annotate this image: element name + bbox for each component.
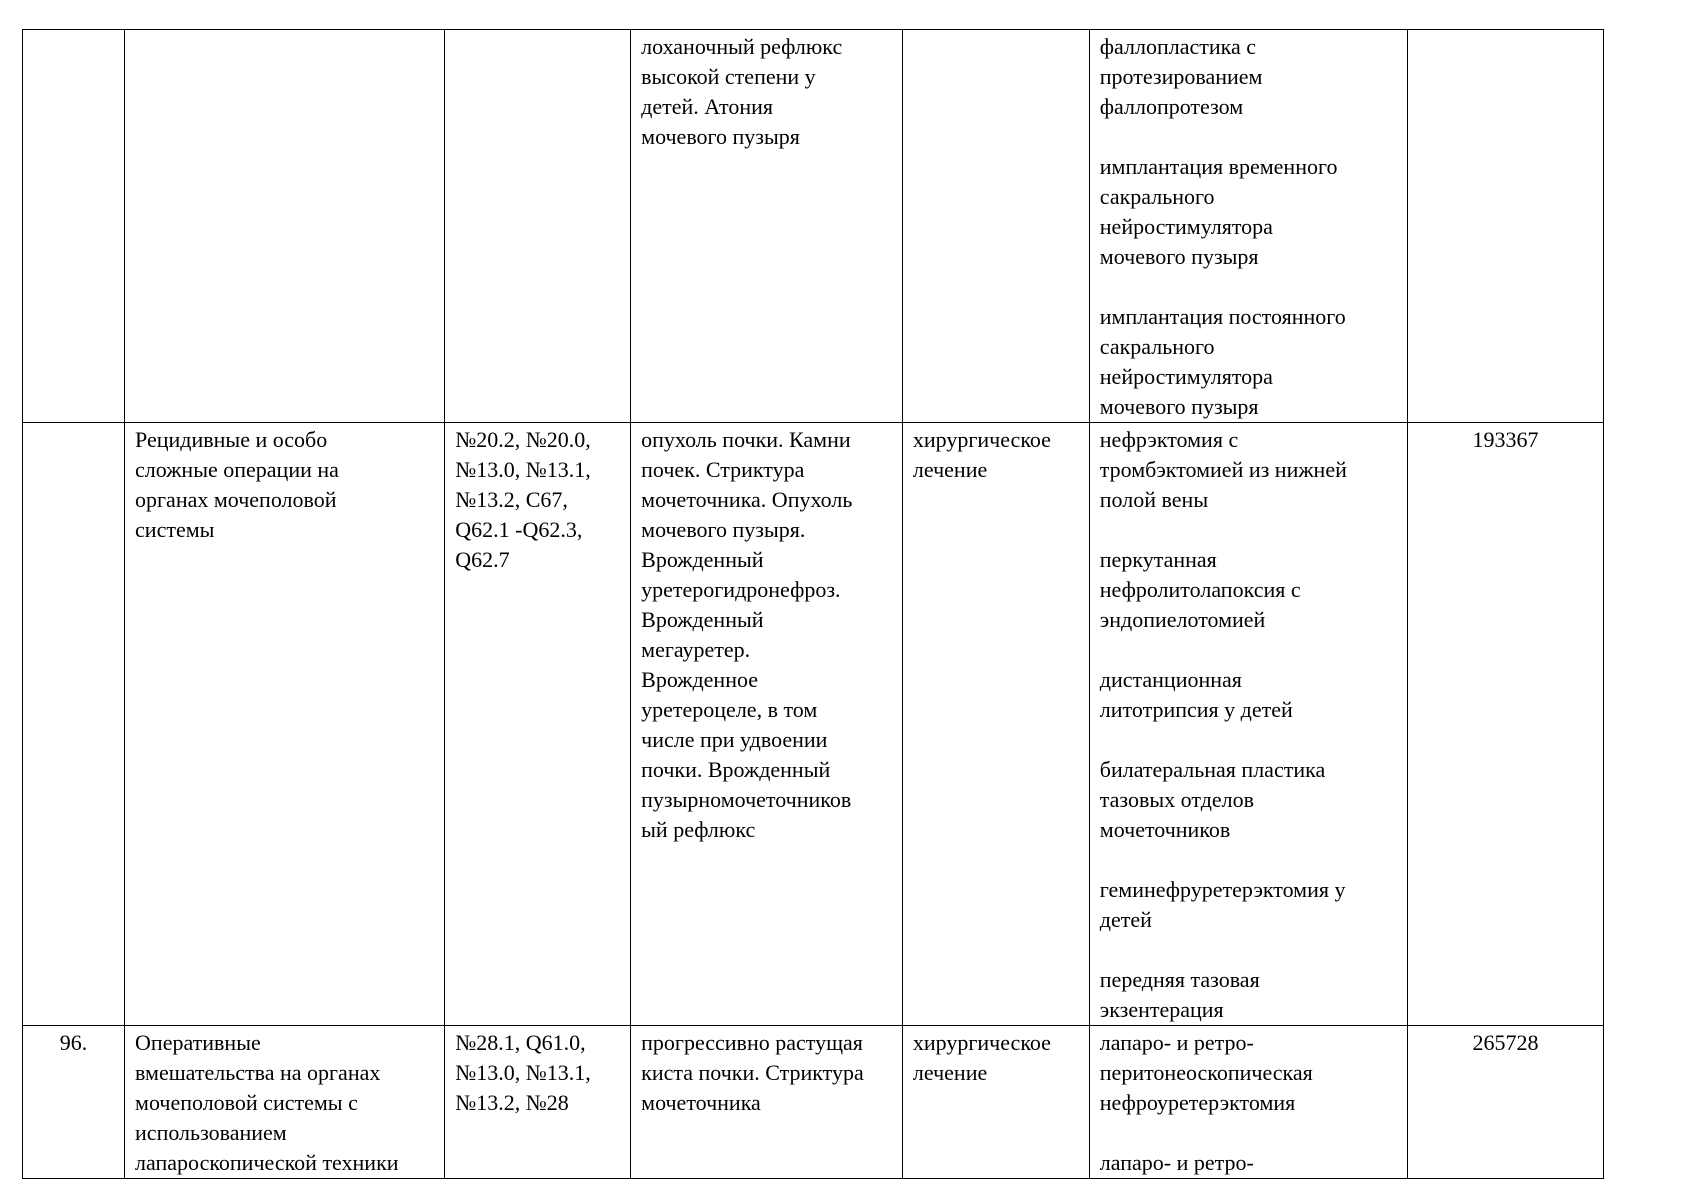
care-type-cell [125, 1026, 445, 1179]
treatment-method: нефрэктомия с тромбэктомией из нижней полой вены [1099, 427, 1347, 512]
treatment-method: лапаро- и ретро- [1099, 1150, 1254, 1175]
diagnosis-codes-text: №20.2, №20.0, №13.0, №13.1, №13.2, C67, Q62.1 -Q62.3, Q62.7 [455, 427, 591, 572]
patient-model-cell [631, 30, 903, 423]
diagnosis-codes-cell [445, 30, 631, 423]
medical-care-table [22, 29, 1604, 1179]
table-row [23, 423, 1604, 1026]
row-number-cell [23, 1026, 125, 1179]
care-type-cell [125, 423, 445, 1026]
treatment-type-text: хирургическое лечение [912, 427, 1051, 482]
patient-model-cell [631, 1026, 903, 1179]
diagnosis-codes-cell [445, 423, 631, 1026]
patient-model-cell [631, 423, 903, 1026]
cost-norm-cell [1408, 423, 1604, 1026]
row-number-cell [23, 30, 125, 423]
patient-model-text: лоханочный рефлюкс высокой степени у детей. Атония мочевого пузыря [641, 34, 843, 149]
row-number: 96. [59, 1030, 88, 1055]
treatment-method: фаллопластика с протезированием фаллопротезом [1099, 34, 1263, 119]
treatment-type-text: хирургическое лечение [912, 1030, 1051, 1085]
cost-norm-cell [1408, 1026, 1604, 1179]
treatment-type-cell [902, 423, 1089, 1026]
table-row [23, 1026, 1604, 1179]
treatment-type-cell [902, 30, 1089, 423]
cost-norm-value: 265728 [1472, 1030, 1539, 1055]
diagnosis-codes-cell [445, 1026, 631, 1179]
treatment-method: геминефруретерэктомия у детей [1099, 877, 1346, 932]
table-row [23, 30, 1604, 423]
row-number-cell [23, 423, 125, 1026]
treatment-method: лапаро- и ретро- перитонеоскопическая нефроуретерэктомия [1099, 1030, 1313, 1115]
care-type-cell [125, 30, 445, 423]
cost-norm-value: 193367 [1472, 427, 1539, 452]
care-type-text: Оперативные вмешательства на органах мочеполовой системы с использованием лапароскопической техники [135, 1030, 399, 1175]
cost-norm-cell [1408, 30, 1604, 423]
document-page [22, 29, 1604, 1179]
treatment-method: билатеральная пластика тазовых отделов мочеточников [1099, 757, 1326, 842]
patient-model-text: опухоль почки. Камни почек. Стриктура мочеточника. Опухоль мочевого пузыря. Врожденный уретерогидронефроз. Врожденный мегауретер. Врожденное уретероцеле, в том числе при удвоении почки. Врожденный пузырномочеточников ый рефлюкс [641, 427, 853, 842]
patient-model-text: прогрессивно растущая киста почки. Стриктура мочеточника [641, 1030, 864, 1115]
treatment-method: дистанционная литотрипсия у детей [1099, 667, 1293, 722]
care-type-text: Рецидивные и особо сложные операции на органах мочеполовой системы [135, 427, 339, 542]
diagnosis-codes-text: №28.1, Q61.0, №13.0, №13.1, №13.2, №28 [455, 1030, 591, 1115]
treatment-type-cell [902, 1026, 1089, 1179]
treatment-method: перкутанная нефролитолапоксия с эндопиелотомией [1099, 547, 1301, 632]
treatment-methods-cell [1089, 30, 1407, 423]
treatment-methods-cell [1089, 423, 1407, 1026]
treatment-methods-cell [1089, 1026, 1407, 1179]
treatment-method: имплантация временного сакрального нейростимулятора мочевого пузыря [1099, 154, 1338, 269]
treatment-method: имплантация постоянного сакрального нейростимулятора мочевого пузыря [1099, 304, 1346, 419]
treatment-method: передняя тазовая экзентерация [1099, 967, 1260, 1022]
